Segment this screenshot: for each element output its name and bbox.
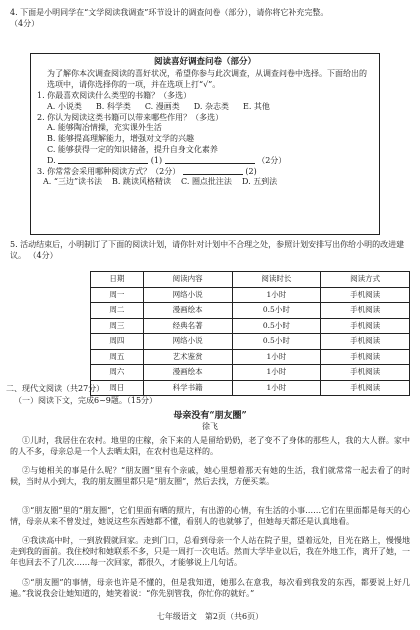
survey-q3-option[interactable]: A. “三边”读书法	[43, 177, 103, 187]
article-paragraph: ⑤“朋友圈”的事情，母亲也许是不懂的，但是我知道，她那么在意我，每次看到我发的东西，都要说上好几遍。”我说我会让她知道的，她笑着说：“你先别管我，你忙你的就好。”	[10, 578, 410, 598]
table-cell: 手机阅读	[321, 318, 410, 334]
survey-q1-options	[37, 102, 373, 113]
survey-q1: 1. 你最喜欢阅读什么类型的书籍？（多选）	[37, 91, 192, 101]
table-cell: 周五	[91, 349, 144, 365]
survey-q1-option[interactable]: E. 其他	[242, 101, 270, 111]
table-cell: 手机阅读	[321, 380, 410, 396]
table-cell: 周一	[91, 287, 144, 303]
table-cell: 科学书籍	[143, 380, 232, 396]
question-5-score: （4分）	[28, 250, 58, 260]
table-header-row	[91, 272, 410, 288]
table-cell: 1小时	[232, 380, 321, 396]
survey-q2-d-prefix: D.	[47, 155, 56, 165]
survey-q3-option[interactable]: C. 圈点批注法	[181, 177, 232, 187]
article-paragraph: ①儿时，我居住在农村。地里的庄稼，余下来的人是留给奶奶，老了变不了身体的那些人，我的大人群。家中的人不多，母亲总是一个人去晒太阳，在农村也是这样的。	[10, 436, 410, 456]
section-heading: 二、现代文阅读（共27分）	[6, 384, 105, 393]
table-cell: 周三	[91, 318, 144, 334]
table-header-cell: 阅读时长	[232, 272, 321, 288]
table-cell: 漫画绘本	[143, 303, 232, 319]
survey-q3-option[interactable]: B. 跳读风格精读	[112, 177, 172, 187]
table-cell: 1小时	[232, 365, 321, 381]
table-cell: 周四	[91, 334, 144, 350]
answer-number: (1)	[150, 155, 163, 165]
survey-q2-option[interactable]: B. 能够提高理解能力，增强对文学的兴趣	[47, 134, 194, 144]
survey-title: 阅读喜好调查问卷（部分）	[153, 57, 256, 67]
table-cell: 手机阅读	[321, 349, 410, 365]
section-subheading: （一）阅读下文，完成6~9题。（15分）	[14, 396, 158, 405]
survey-q3-option[interactable]: D. 五到法	[241, 177, 278, 187]
table-cell: 手机阅读	[321, 287, 410, 303]
table-cell: 0.5小时	[232, 303, 321, 319]
survey-q1-option[interactable]: D. 杂志类	[193, 101, 229, 111]
table-header-cell: 阅读方式	[321, 272, 410, 288]
answer-blank[interactable]	[165, 163, 255, 164]
answer-score: （2分）	[257, 155, 287, 165]
survey-intro: 为了解你本次调查阅读的喜好状况，希望你参与此次调查，从调查问卷中选择。下面给出的选项中，请你选择你的一项，并在选项上打“√”。	[47, 69, 367, 90]
survey-q1-option[interactable]: C. 漫画类	[144, 101, 180, 111]
survey-q3	[37, 167, 373, 178]
question-5-stem: 5. 活动结束后，小明制订了下面的阅读计划，请你针对计划中不合理之处，参照计划安排写出你给小明的改进建议。	[10, 240, 405, 260]
table-cell: 0.5小时	[232, 318, 321, 334]
question-4-score: （4分）	[10, 18, 40, 28]
table-row	[91, 349, 410, 365]
table-row	[91, 287, 410, 303]
survey-q3-text: 3. 你常常会采用哪种阅读方式？（2分）	[37, 166, 181, 176]
table-row	[91, 303, 410, 319]
article-title: 母亲没有“朋友圈”	[173, 411, 247, 421]
table-cell: 1小时	[232, 287, 321, 303]
table-row	[91, 365, 410, 381]
table-row	[91, 318, 410, 334]
table-cell: 周六	[91, 365, 144, 381]
survey-q2: 2. 你认为阅读这类书籍可以带来哪些作用？（多选）	[37, 112, 224, 122]
page-footer: 七年级语文 第2页（共6页）	[156, 612, 264, 621]
table-cell: 艺术鉴赏	[143, 349, 232, 365]
table-cell: 手机阅读	[321, 334, 410, 350]
article-paragraph: ③“朋友圈”里的“朋友圈”，它们里面有晒的照片，有出游的心情，有生活的小事……它们在里面都是每天的心情，母亲从来不曾发过，她说这些东西她都不懂，看别人的也就够了，但她每天都还是认真地看。	[10, 506, 410, 526]
answer-number: (2)	[245, 166, 257, 176]
table-header-cell: 日期	[91, 272, 144, 288]
answer-blank[interactable]	[183, 174, 243, 175]
table-cell: 周二	[91, 303, 144, 319]
table-row	[91, 380, 410, 396]
table-cell: 网络小说	[143, 287, 232, 303]
question-4-stem: 4. 下面是小明同学在“文学阅读我调查”环节设计的调查问卷（部分），请你将它补充完整。	[10, 8, 329, 17]
article-author: 徐飞	[202, 422, 218, 431]
table-cell: 漫画绘本	[143, 365, 232, 381]
survey-q2-option[interactable]: A. 能够陶冶情操，充实课外生活	[47, 123, 162, 133]
table-cell: 网络小说	[143, 334, 232, 350]
question-5	[10, 240, 412, 262]
survey-q1-option[interactable]: B. 科学类	[95, 101, 131, 111]
table-header-cell: 阅读内容	[143, 272, 232, 288]
survey-q2-option[interactable]: C. 能够获得一定的知识储备，提升自身文化素养	[47, 145, 218, 155]
table-cell: 经典名著	[143, 318, 232, 334]
table-row	[91, 334, 410, 350]
survey-q3-options	[37, 177, 373, 188]
table-cell: 手机阅读	[321, 365, 410, 381]
table-cell: 0.5小时	[232, 334, 321, 350]
reading-plan-table	[90, 271, 410, 396]
article-paragraph: ②与她相关的事是什么呢？“朋友圈”里有个亲戚，她心里想着那天有她的生活，我们就常常一起去看了的时候，当时从小到大，我的朋友圈里都只是“朋友圈”，然后去找，方便买菜。	[10, 466, 410, 486]
table-cell: 1小时	[232, 349, 321, 365]
article-paragraph: ④我读高中时，一到放假就回家。走到门口，总看到母亲一个人站在院子里，望着远处，目光在路上，慢慢地走到我的面前。我住校时和她联系不多，只是一周打一次电话。然而大学毕业以后，我在外地工作，离开了她，一年也回去不了几次……每一次回家，都很久，才能够说上几句话。	[10, 536, 410, 567]
table-cell: 周日	[91, 380, 144, 396]
survey-q1-option[interactable]: A. 小说类	[47, 101, 82, 111]
table-cell: 手机阅读	[321, 303, 410, 319]
question-4	[10, 8, 412, 30]
survey-box	[30, 53, 380, 235]
answer-blank[interactable]	[58, 163, 148, 164]
survey-q2-option-d[interactable]	[37, 156, 373, 167]
